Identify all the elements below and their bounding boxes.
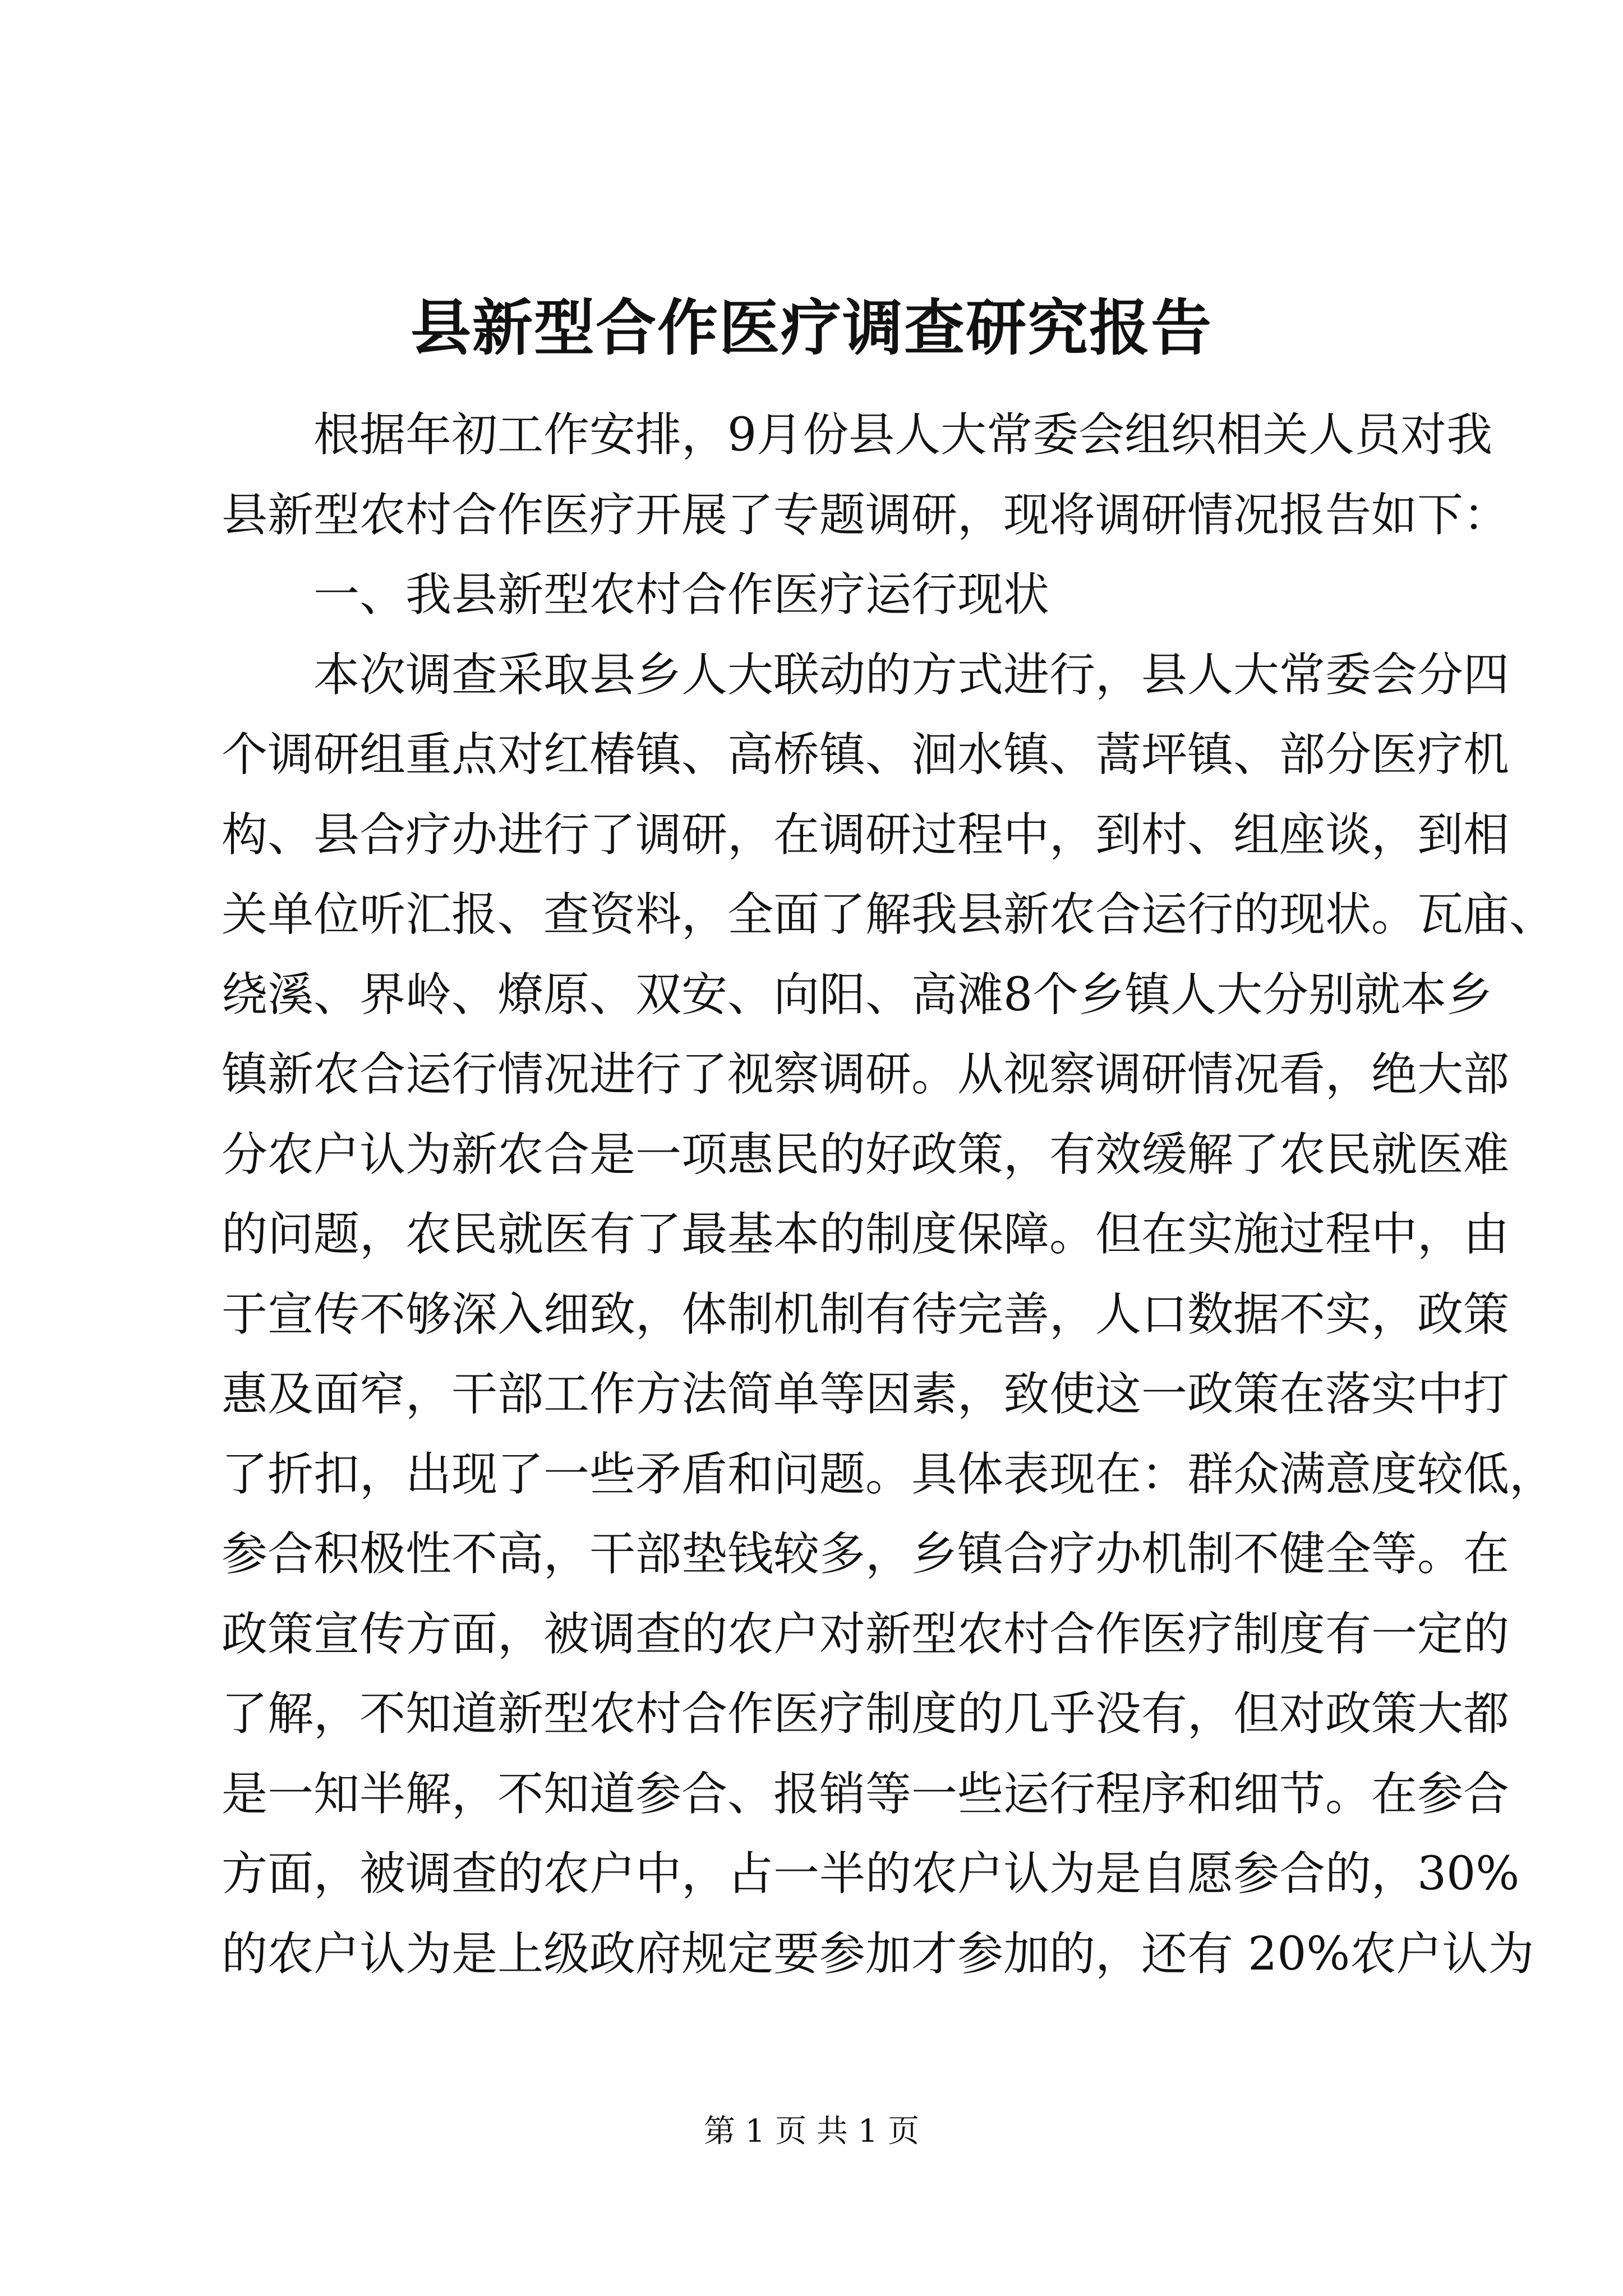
paragraph-line: 县新型农村合作医疗开展了专题调研，现将调研情况报告如下： [222, 488, 1510, 542]
paragraph-line: 镇新农合运行情况进行了视察调研。从视察调研情况看，绝大部 [222, 1048, 1510, 1101]
paragraph-line: 的农户认为是上级政府规定要参加才参加的，还有 20%农户认为 [222, 1927, 1534, 1981]
paragraph-line: 本次调查采取县乡人大联动的方式进行，县人大常委会分四 [313, 648, 1510, 702]
paragraph-line: 政策宣传方面，被调查的农户对新型农村合作医疗制度有一定的 [222, 1607, 1510, 1661]
page-footer: 第 1 页 共 1 页 [703, 2113, 920, 2150]
paragraph-line: 根据年初工作安排，9月份县人大常委会组织相关人员对我 [313, 408, 1493, 462]
paragraph-line: 关单位听汇报、查资料，全面了解我县新农合运行的现状。瓦庙、 [222, 888, 1556, 941]
paragraph-line: 是一知半解，不知道参合、报销等一些运行程序和细节。在参合 [222, 1767, 1510, 1821]
paragraph-line: 参合积极性不高，干部垫钱较多，乡镇合疗办机制不健全等。在 [222, 1527, 1510, 1581]
paragraph-line: 分农户认为新农合是一项惠民的好政策，有效缓解了农民就医难 [222, 1128, 1510, 1181]
paragraph-line: 惠及面窄，干部工作方法简单等因素，致使这一政策在落实中打 [222, 1368, 1510, 1421]
paragraph-line: 构、县合疗办进行了调研，在调研过程中，到村、组座谈，到相 [222, 808, 1510, 862]
section-heading: 一、我县新型农村合作医疗运行现状 [313, 568, 1050, 622]
paragraph-line: 于宣传不够深入细致，体制机制有待完善，人口数据不实，政策 [222, 1287, 1510, 1341]
paragraph-line: 方面，被调查的农户中，占一半的农户认为是自愿参合的，30% [222, 1847, 1520, 1901]
paragraph-line: 的问题，农民就医有了最基本的制度保障。但在实施过程中，由 [222, 1208, 1510, 1261]
paragraph-line: 了折扣，出现了一些矛盾和问题。具体表现在：群众满意度较低， [222, 1447, 1556, 1501]
paragraph-line: 绕溪、界岭、燎原、双安、向阳、高滩8个乡镇人大分别就本乡 [222, 968, 1493, 1022]
paragraph-line: 了解，不知道新型农村合作医疗制度的几乎没有，但对政策大都 [222, 1687, 1510, 1741]
document-title: 县新型合作医疗调查研究报告 [410, 293, 1212, 364]
paragraph-line: 个调研组重点对红椿镇、高桥镇、洄水镇、蒿坪镇、部分医疗机 [222, 728, 1510, 781]
document-body [222, 395, 1556, 1994]
